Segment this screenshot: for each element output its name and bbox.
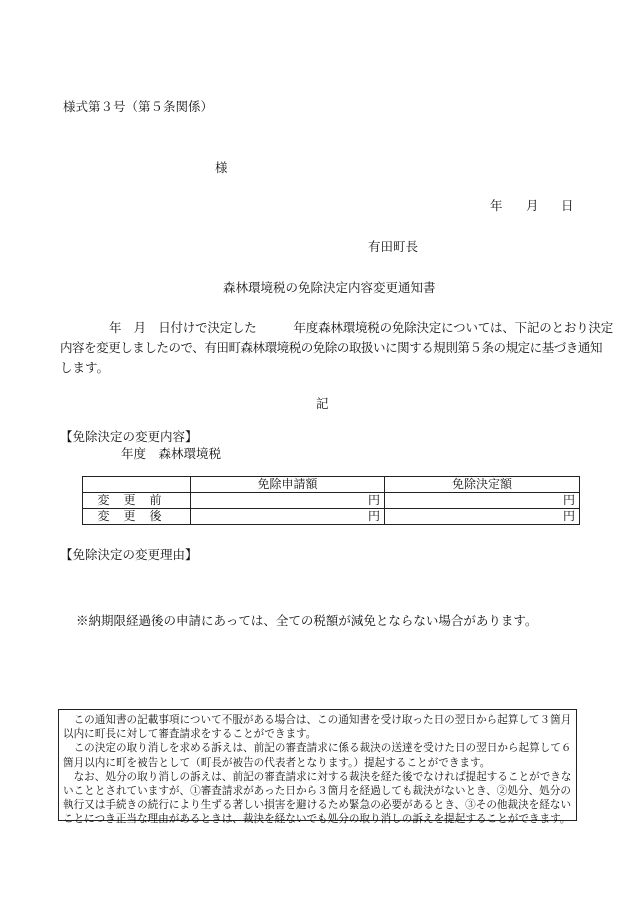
body-line-1: 年 月 日付けで決定した 年度森林環境税の免除決定については、下記のとおり決定 <box>109 320 614 335</box>
decided-amount: 円 <box>385 509 580 525</box>
appeal-notice-box <box>58 709 577 826</box>
applied-amount: 円 <box>191 509 385 525</box>
table-header-cell: 免除決定額 <box>385 477 580 493</box>
applied-amount: 円 <box>191 493 385 509</box>
tax-year-label: 年度 森林環境税 <box>121 446 222 461</box>
date-month: 月 <box>526 198 539 213</box>
table-header-cell <box>83 477 191 493</box>
table-row <box>83 493 580 509</box>
body-line-2: 内容を変更しましたので、有田町森林環境税の免除の取扱いに関する規則第５条の規定に基づき通知 <box>60 340 603 355</box>
notice-paragraph: この決定の取り消しを求める訴えは、前記の審査請求に係る裁決の送達を受けた日の翌日から起算して６箇月以内に町を被告として（町長が被告の代表者となります。）提起することができます。 <box>63 742 572 769</box>
row-label: 変更前 <box>83 493 191 509</box>
ki-marker: 記 <box>316 396 329 411</box>
recipient-suffix: 様 <box>215 160 228 175</box>
date-day: 日 <box>561 198 574 213</box>
table-row <box>83 509 580 525</box>
date-year: 年 <box>490 198 503 213</box>
body-line-3: します。 <box>60 360 110 375</box>
deadline-note: ※納期限経過後の申請にあっては、全ての税額が減免とならない場合があります。 <box>76 613 538 628</box>
change-reason-heading: 【免除決定の変更理由】 <box>60 547 198 562</box>
document-title: 森林環境税の免除決定内容変更通知書 <box>223 280 436 295</box>
notice-paragraph: この通知書の記載事項について不服がある場合は、この通知書を受け取った日の翌日から起算して３箇月以内に町長に対して審査請求をすることができます。 <box>63 714 572 741</box>
table-header-row <box>83 477 580 493</box>
decided-amount: 円 <box>385 493 580 509</box>
notice-paragraph: なお、処分の取り消しの訴えは、前記の審査請求に対する裁決を経た後でなければ提起することができないこととされていますが、①審査請求があった日から３箇月を経過しても裁決がないとき、②処分、処分の執行又は手続きの続行により生ずる著しい損害を避けるため緊急の必要があるとき、③その他裁決を経ないことにつき正当な理由があるときは、裁決を経ないでも処分の取り消しの訴えを提起することができます。 <box>63 770 572 826</box>
row-label: 変更後 <box>83 509 191 525</box>
amount-table <box>82 476 580 525</box>
change-content-heading: 【免除決定の変更内容】 <box>60 429 198 444</box>
table-header-cell: 免除申請額 <box>191 477 385 493</box>
issuer: 有田町長 <box>368 239 419 254</box>
form-number: 様式第３号（第５条関係） <box>63 99 214 114</box>
